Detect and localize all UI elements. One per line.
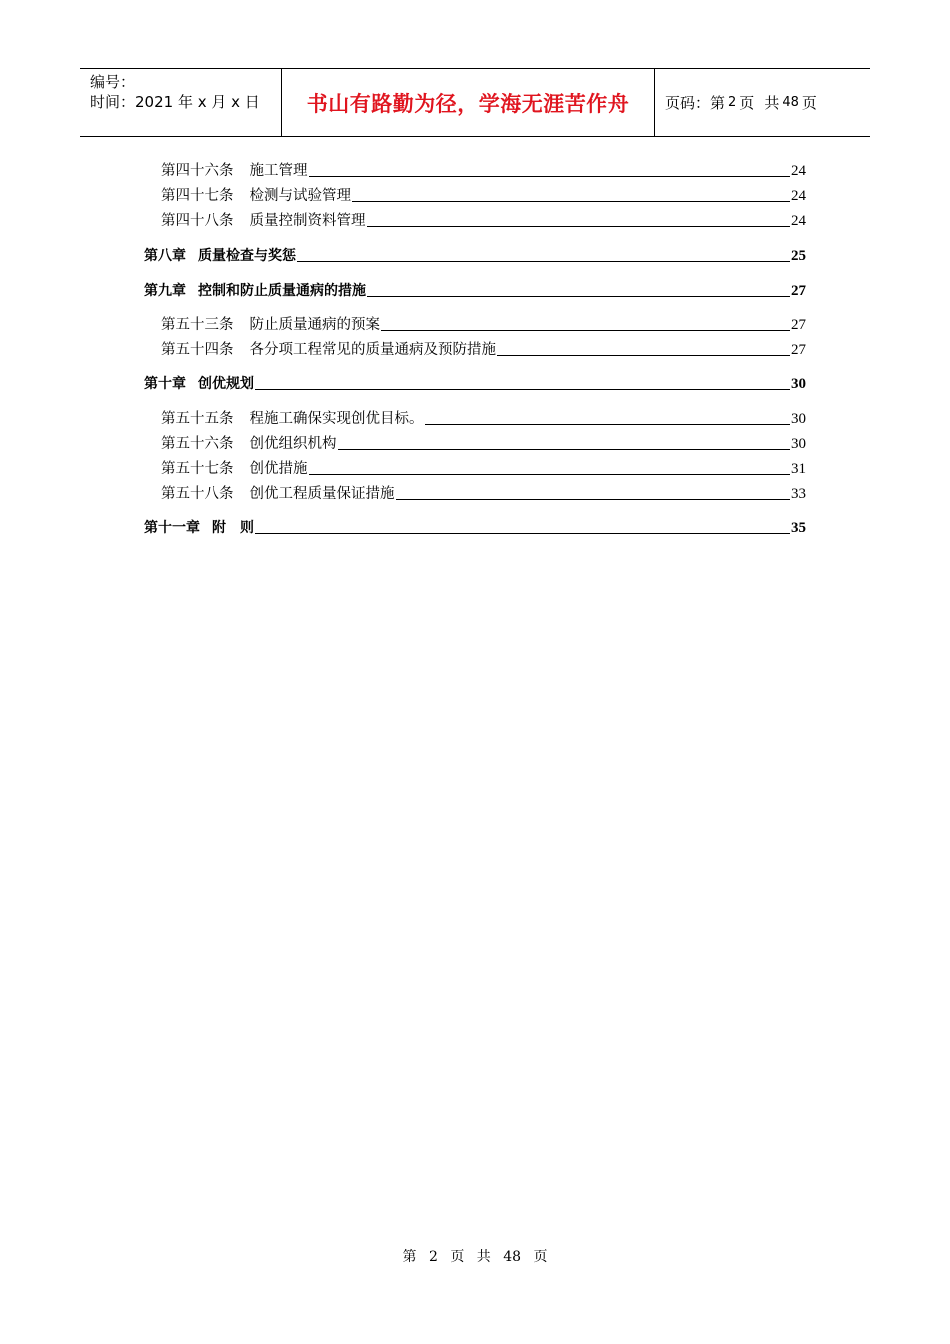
toc-page: 33 <box>791 486 806 502</box>
toc-leader <box>367 226 791 227</box>
toc-leader <box>255 389 790 390</box>
toc-page: 25 <box>791 248 806 264</box>
toc-entry[interactable] <box>161 483 806 503</box>
toc-chapter[interactable] <box>144 517 806 537</box>
toc-title: 程施工确保实现创优目标。 <box>249 411 424 427</box>
toc-leader <box>497 355 790 356</box>
toc-entry[interactable] <box>161 210 806 230</box>
toc-number: 第五十五条 <box>161 411 234 427</box>
toc-number: 第五十四条 <box>161 342 234 358</box>
toc-leader <box>297 261 790 262</box>
toc-entry[interactable] <box>161 160 806 180</box>
toc-title: 创优措施 <box>249 461 308 477</box>
toc-number: 第四十七条 <box>161 188 234 204</box>
toc-number: 第五十六条 <box>161 436 234 452</box>
footer-total-number: 48 <box>503 1249 522 1265</box>
toc-page: 30 <box>791 411 806 427</box>
toc-title: 检测与试验管理 <box>249 188 351 204</box>
toc-number: 第五十八条 <box>161 486 234 502</box>
toc-leader <box>309 474 791 475</box>
toc-chapter[interactable] <box>144 280 806 300</box>
toc-number: 第四十八条 <box>161 213 234 229</box>
toc-leader <box>352 201 790 202</box>
time-value: 2021 年 x 月 x 日 <box>135 93 260 111</box>
time-label: 时间： <box>90 93 136 111</box>
toc-page: 24 <box>791 188 806 204</box>
toc-number: 第十一章 <box>144 520 200 536</box>
toc-number: 第五十三条 <box>161 317 234 333</box>
header-meta <box>80 69 282 136</box>
toc-title: 创优规划 <box>198 376 254 392</box>
page-header <box>80 68 870 137</box>
toc-page: 24 <box>791 163 806 179</box>
toc-leader <box>396 499 791 500</box>
toc-chapter[interactable] <box>144 245 806 265</box>
total-number: 48 <box>782 95 799 110</box>
toc-page: 27 <box>791 317 806 333</box>
footer-page-prefix: 第 <box>402 1249 417 1265</box>
toc-title: 施工管理 <box>249 163 308 179</box>
toc-page: 30 <box>791 436 806 452</box>
toc-title: 附 则 <box>212 520 254 536</box>
toc-leader <box>309 176 791 177</box>
toc-entry[interactable] <box>161 408 806 428</box>
header-page-info <box>655 69 870 136</box>
toc-page: 27 <box>791 342 806 358</box>
page-number: 2 <box>728 95 737 110</box>
toc-page: 24 <box>791 213 806 229</box>
header-motto: 书山有路勤为径，学海无涯苦作舟 <box>282 69 655 136</box>
time-line <box>90 92 281 112</box>
toc-entry[interactable] <box>161 339 806 359</box>
toc-leader <box>381 330 790 331</box>
toc-title: 创优组织机构 <box>249 436 337 452</box>
toc-entry[interactable] <box>161 433 806 453</box>
toc-number: 第十章 <box>144 376 186 392</box>
toc-entry[interactable] <box>161 458 806 478</box>
toc-page: 31 <box>791 461 806 477</box>
toc-title: 控制和防止质量通病的措施 <box>198 283 366 299</box>
toc-page: 35 <box>791 520 806 536</box>
toc-title: 创优工程质量保证措施 <box>249 486 395 502</box>
footer-total-unit: 页 <box>533 1249 548 1265</box>
toc-number: 第九章 <box>144 283 186 299</box>
toc-entry[interactable] <box>161 185 806 205</box>
toc-leader <box>367 296 790 297</box>
toc-title: 质量检查与奖惩 <box>198 248 296 264</box>
toc-chapter[interactable] <box>144 373 806 393</box>
page-label: 页码：第 <box>665 94 726 112</box>
toc-leader <box>255 533 790 534</box>
toc-title: 防止质量通病的预案 <box>249 317 380 333</box>
toc-leader <box>425 424 791 425</box>
toc-entry[interactable] <box>161 314 806 334</box>
toc-leader <box>338 449 791 450</box>
toc-title: 各分项工程常见的质量通病及预防措施 <box>249 342 496 358</box>
toc-number: 第五十七条 <box>161 461 234 477</box>
toc-page: 30 <box>791 376 806 392</box>
footer-page-number: 2 <box>428 1249 438 1265</box>
serial-label: 编号： <box>90 73 136 91</box>
footer-page-unit: 页 <box>450 1249 465 1265</box>
toc-number: 第八章 <box>144 248 186 264</box>
toc-title: 质量控制资料管理 <box>249 213 366 229</box>
toc-number: 第四十六条 <box>161 163 234 179</box>
total-label: 共 <box>764 94 780 112</box>
toc-page: 27 <box>791 283 806 299</box>
footer-total-prefix: 共 <box>476 1249 491 1265</box>
total-unit: 页 <box>801 94 817 112</box>
page-unit: 页 <box>739 94 755 112</box>
page-footer <box>0 1246 950 1266</box>
